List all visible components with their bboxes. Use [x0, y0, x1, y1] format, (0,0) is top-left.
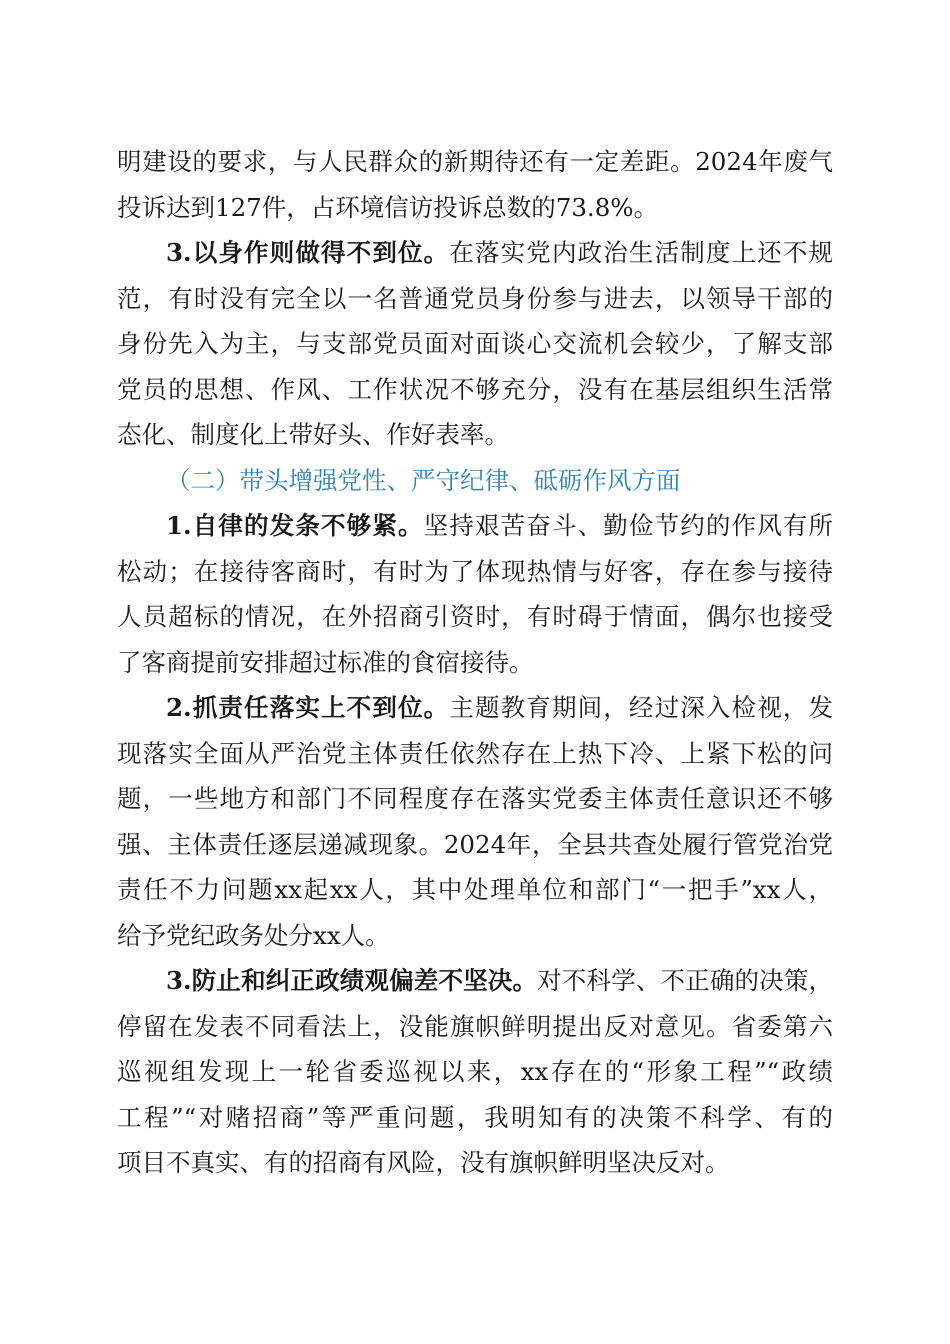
- text-line: 明建设的要求，与人民群众的新期待还有一定差距。2024年废气: [117, 147, 833, 176]
- text-line: 态化、制度化上带好头、作好表率。: [117, 420, 509, 449]
- text-run: 主题教育期间，经过深入检视，发: [449, 693, 834, 722]
- text-line: 了客商提前安排超过标准的食宿接待。: [117, 647, 534, 677]
- text-line: 范，有时没有完全以一名普通党员身份参与进去，以领导干部的: [117, 283, 833, 313]
- text-run: 坚持艰苦奋斗、勤俭节约的作风有所: [423, 511, 834, 540]
- text-line: 现落实全面从严治党主体责任依然存在上热下冷、上紧下松的问: [117, 738, 833, 768]
- text-line: 题，一些地方和部门不同程度存在落实党委主体责任意识还不够: [117, 784, 833, 813]
- text-line: 人员超标的情况，在外招商引资时，有时碍于情面，偶尔也接受: [117, 602, 833, 631]
- text-line-first: [117, 958, 833, 1004]
- section-heading: （二）带头增强党性、严守纪律、砥砺作风方面: [166, 465, 681, 495]
- text-line-first: [117, 230, 833, 276]
- text-line-first: [117, 503, 833, 549]
- text-line: 责任不力问题xx起xx人，其中处理单位和部门“一把手”xx人，: [117, 875, 833, 904]
- text-line: 党员的思想、作风、工作状况不够充分，没有在基层组织生活常: [117, 374, 833, 404]
- paragraph-lead: 2.抓责任落实上不到位。: [166, 693, 450, 722]
- paragraph-continuation: [117, 139, 833, 230]
- paragraph-responsibility: [117, 685, 833, 958]
- paragraph-lead: 3.防止和纠正政绩观偏差不坚决。: [166, 966, 538, 995]
- text-line: 给予党纪政务处分xx人。: [117, 920, 390, 950]
- paragraph-performance-view: [117, 958, 833, 1186]
- text-line: 松动；在接待客商时，有时为了体现热情与好客，存在参与接待: [117, 556, 833, 586]
- document-page: [117, 139, 833, 1186]
- text-line: 停留在发表不同看法上，没能旗帜鲜明提出反对意见。省委第六: [117, 1011, 833, 1041]
- text-line-first: [117, 685, 833, 731]
- text-run: 在落实党内政治生活制度上还不规: [449, 238, 834, 267]
- paragraph-lead: 3.以身作则做得不到位。: [166, 238, 450, 267]
- text-line: 强、主体责任逐层递减现象。2024年，全县共查处履行管党治党: [117, 829, 833, 859]
- text-line: 投诉达到127件，占环境信访投诉总数的73.8%。: [117, 192, 659, 222]
- paragraph-lead-by-example: [117, 230, 833, 458]
- paragraph-self-discipline: [117, 503, 833, 685]
- text-line: 工程”“对赌招商”等严重问题，我明知有的决策不科学、有的: [117, 1102, 833, 1132]
- text-line: 项目不真实、有的招商有风险，没有旗帜鲜明坚决反对。: [117, 1148, 730, 1177]
- text-line: 身份先入为主，与支部党员面对面谈心交流机会较少，了解支部: [117, 329, 833, 358]
- paragraph-lead: 1.自律的发条不够紧。: [166, 511, 424, 540]
- text-run: 对不科学、不正确的决策，: [537, 966, 834, 995]
- text-line: 巡视组发现上一轮省委巡视以来，xx存在的“形象工程”“政绩: [117, 1057, 833, 1086]
